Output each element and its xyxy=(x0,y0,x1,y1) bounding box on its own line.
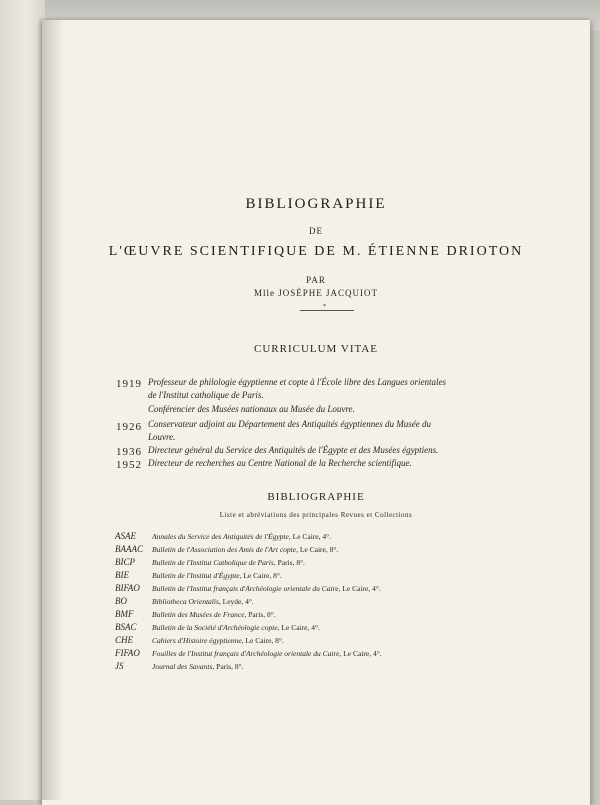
page-gutter-shadow xyxy=(42,20,64,800)
cv-line: de l'Institut catholique de Paris. xyxy=(148,390,264,400)
abbr-code: JS xyxy=(115,661,124,671)
ornament-star-icon: * xyxy=(323,304,326,310)
abbr-entry: Cahiers d'Histoire égyptienne, Le Caire, 8°. xyxy=(152,636,284,645)
cv-line: Directeur de recherches au Centre National de la Recherche scientifique. xyxy=(148,458,412,468)
abbr-entry: Bulletin de la Société d'Archéologie copte, Le Caire, 4°. xyxy=(152,623,320,632)
cv-line: Conférencier des Musées nationaux au Musée du Louvre. xyxy=(148,404,355,414)
bibliography-heading: BIBLIOGRAPHIE xyxy=(267,491,365,503)
abbr-code: BO xyxy=(115,596,127,606)
abbr-entry: Bulletin de l'Institut Catholique de Paris, Paris, 8°. xyxy=(152,558,305,567)
bibliography-subheading: Liste et abréviations des principales Revues et Collections xyxy=(219,511,413,519)
cv-year: 1926 xyxy=(116,421,142,433)
ornament-rule xyxy=(300,310,354,311)
abbr-entry: Bibliotheca Orientalis, Leyde, 4°. xyxy=(152,597,254,606)
cv-line: Directeur général du Service des Antiquités de l'Égypte et des Musées égyptiens. xyxy=(148,445,439,455)
abbr-entry: Bulletin des Musées de France, Paris, 8°. xyxy=(152,610,276,619)
author-name: Mlle JOSÈPHE JACQUIOT xyxy=(253,288,378,298)
abbr-code: FIFAO xyxy=(115,648,140,658)
abbr-code: CHE xyxy=(115,635,133,645)
cv-heading: CURRICULUM VITAE xyxy=(253,343,378,355)
abbr-code: BAAAC xyxy=(115,544,143,554)
abbr-code: BIE xyxy=(115,570,129,580)
cv-line: Conservateur adjoint au Département des Antiquités égyptiennes du Musée du xyxy=(148,419,432,429)
abbr-entry: Bulletin de l'Association des Amis de l'Art copte, Le Caire, 8°. xyxy=(152,545,339,554)
cv-year: 1952 xyxy=(116,459,142,471)
title-par: PAR xyxy=(306,275,326,285)
cv-line: Louvre. xyxy=(148,432,176,442)
cv-line: Professeur de philologie égyptienne et copte à l'École libre des Langues orientales xyxy=(148,377,446,387)
cv-year: 1919 xyxy=(116,378,142,390)
cv-year: 1936 xyxy=(116,446,142,458)
abbr-entry: Bulletin de l'Institut d'Égypte, Le Caire, 8°. xyxy=(152,571,282,580)
abbr-entry: Journal des Savants, Paris, 8°. xyxy=(152,662,244,671)
abbr-code: BSAC xyxy=(115,622,137,632)
book-page xyxy=(42,20,590,805)
left-page-edge xyxy=(0,0,45,800)
abbr-code: BIFAO xyxy=(115,583,140,593)
abbr-code: ASAE xyxy=(115,531,136,541)
page-title: BIBLIOGRAPHIE xyxy=(245,196,387,212)
abbr-entry: Fouilles de l'Institut français d'Archéologie orientale du Caire, Le Caire, 4°. xyxy=(152,649,382,658)
abbr-code: BICP xyxy=(115,557,135,567)
abbr-code: BMF xyxy=(115,609,134,619)
abbr-entry: Bulletin de l'Institut français d'Archéologie orientale du Caire, Le Caire, 4°. xyxy=(152,584,381,593)
title-de: DE xyxy=(309,226,323,236)
page-subtitle: L'ŒUVRE SCIENTIFIQUE DE M. ÉTIENNE DRIOTON xyxy=(108,244,524,259)
abbr-entry: Annales du Service des Antiquités de l'Égypte, Le Caire, 4°. xyxy=(152,532,332,541)
